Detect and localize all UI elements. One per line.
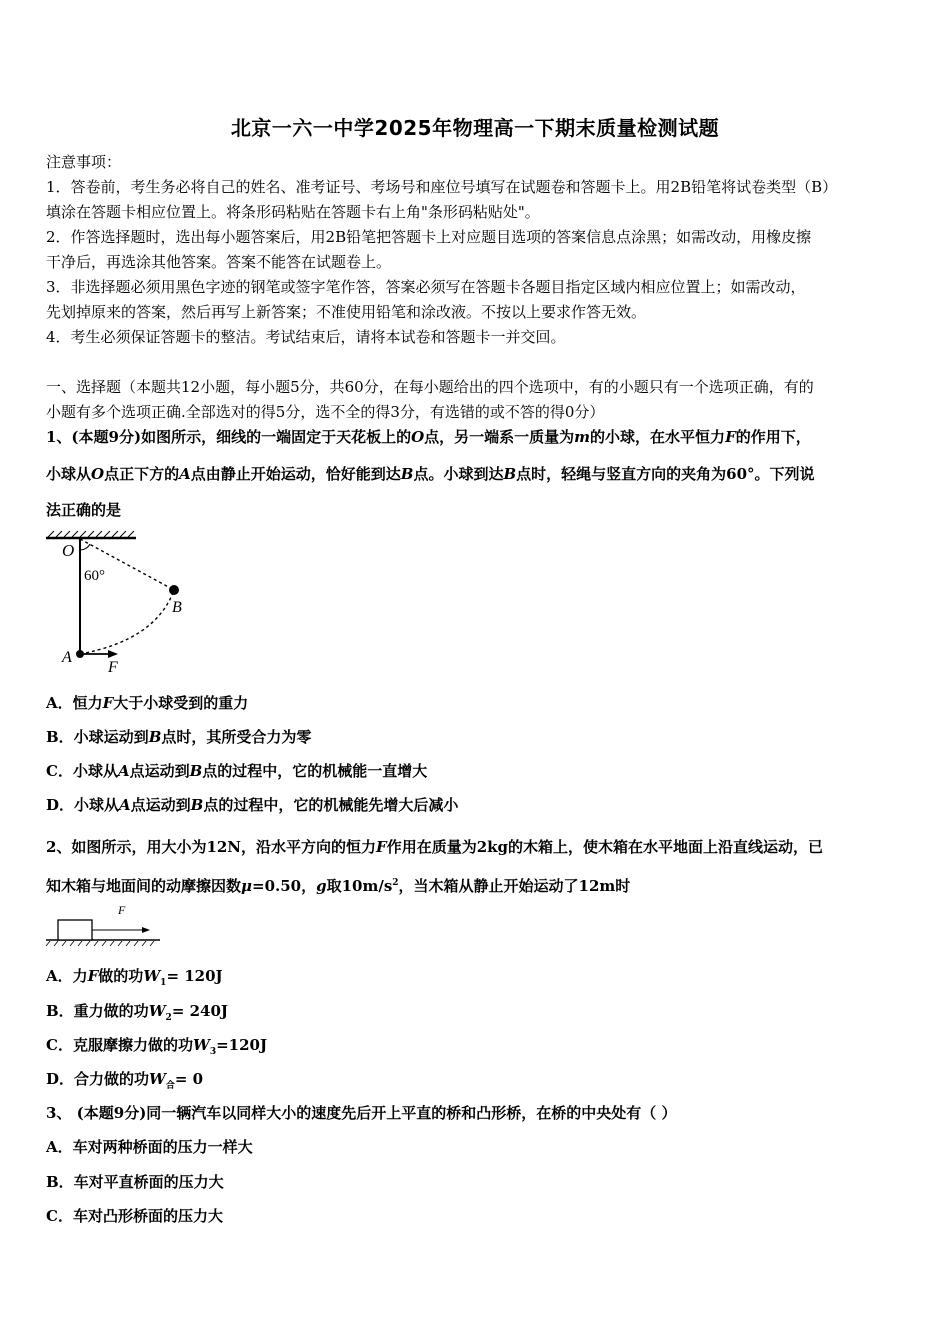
notice-line: 2．作答选择题时，选出每小题答案后，用2B铅笔把答题卡上对应题目选项的答案信息点涂黑；如需改动，用橡皮擦: [46, 228, 812, 246]
q1-option-d: D．小球从A点运动到B点的过程中，它的机械能先增大后减小: [46, 796, 459, 814]
q2-option-a: A．力F做的功$W_1= 120J$: [46, 967, 223, 988]
q1-pendulum-figure: [44, 530, 204, 678]
force-arrowhead: [142, 927, 150, 933]
notice-line: 3．非选择题必须用黑色字迹的钢笔或签字笔作答，答案必须写在答题卡各题目指定区域内相应位置上；如需改动，: [46, 278, 806, 296]
q3-option-a: A．车对两种桥面的压力一样大: [46, 1138, 253, 1156]
label-b: B: [172, 599, 182, 616]
page-title: 北京一六一中学2025年物理高一下期末质量检测试题: [230, 116, 720, 140]
q2-stem-line1: 2、如图所示，用大小为12N，沿水平方向的恒力F作用在质量为2kg的木箱上，使木箱在水平地面上沿直线运动，已: [46, 838, 824, 856]
q1-stem-line1: 1、(本题9分)如图所示，细线的一端固定于天花板上的O点，另一端系一质量为m的小球，在水平恒力F的作用下，: [46, 428, 811, 446]
notice-line: 填涂在答题卡相应位置上。将条形码粘贴在答题卡右上角"条形码粘贴处"。: [46, 203, 540, 221]
q1-stem-line3: 法正确的是: [46, 501, 122, 519]
label-f: F: [118, 903, 126, 917]
force-arrowhead: [108, 650, 118, 658]
notice-line: 干净后，再选涂其他答案。答案不能答在试题卷上。: [46, 253, 392, 271]
notice-line: 先划掉原来的答案，然后再写上新答案；不准使用铅笔和涂改液。不按以上要求作答无效。: [46, 303, 647, 321]
arc-path: [80, 590, 174, 654]
section-instructions: 一、选择题（本题共12小题，每小题5分，共60分，在每小题给出的四个选项中，有的小题只有一个选项正确，有的: [46, 378, 814, 396]
q2-option-d: D．合力做的功$W_合= 0$: [46, 1070, 204, 1091]
notice-heading: 注意事项：: [46, 153, 122, 171]
section-instructions: 小题有多个选项正确.全部选对的得5分，选不全的得3分，有选错的或不答的得0分）: [46, 403, 605, 421]
q1-option-c: C．小球从A点运动到B点的过程中，它的机械能一直增大: [46, 762, 428, 780]
label-angle: 60°: [84, 568, 105, 584]
wooden-box: [58, 920, 92, 940]
ceiling-hatch: [48, 531, 134, 537]
angle-arc: [80, 544, 90, 550]
q1-stem-line2: 小球从O点正下方的A点由静止开始运动，恰好能到达B点。小球到达B点时，轻绳与竖直方向的夹角为60°。下列说: [46, 465, 815, 483]
q2-option-c: C．克服摩擦力做的功$W_3=120J$: [46, 1036, 268, 1057]
notice-line: 1．答卷前，考生务必将自己的姓名、准考证号、考场号和座位号填写在试题卷和答题卡上。用2B铅笔将试卷类型（B）: [46, 178, 838, 196]
q1-option-a: A．恒力F大于小球受到的重力: [46, 694, 249, 712]
ball-b: [169, 585, 179, 595]
q3-stem: 3、 (本题9分)同一辆汽车以同样大小的速度先后开上平直的桥和凸形桥，在桥的中央处有（ ）: [46, 1104, 677, 1122]
ground-hatch: [46, 941, 154, 946]
q2-box-figure: [44, 900, 164, 950]
label-f: F: [108, 659, 118, 676]
q2-option-b: B．重力做的功$W_2= 240J$: [46, 1002, 229, 1023]
notice-line: 4．考生必须保证答题卡的整洁。考试结束后，请将本试卷和答题卡一并交回。: [46, 328, 566, 346]
q3-option-c: C．车对凸形桥面的压力大: [46, 1207, 223, 1225]
label-a: A: [62, 649, 72, 666]
q2-stem-line2: 知木箱与地面间的动摩擦因数μ=0.50，g取$10m/s^2$，当木箱从静止开始运动了12m时: [46, 877, 631, 895]
q1-option-b: B．小球运动到B点时，其所受合力为零: [46, 728, 312, 746]
label-o: O: [62, 541, 75, 560]
q3-option-b: B．车对平直桥面的压力大: [46, 1173, 224, 1191]
